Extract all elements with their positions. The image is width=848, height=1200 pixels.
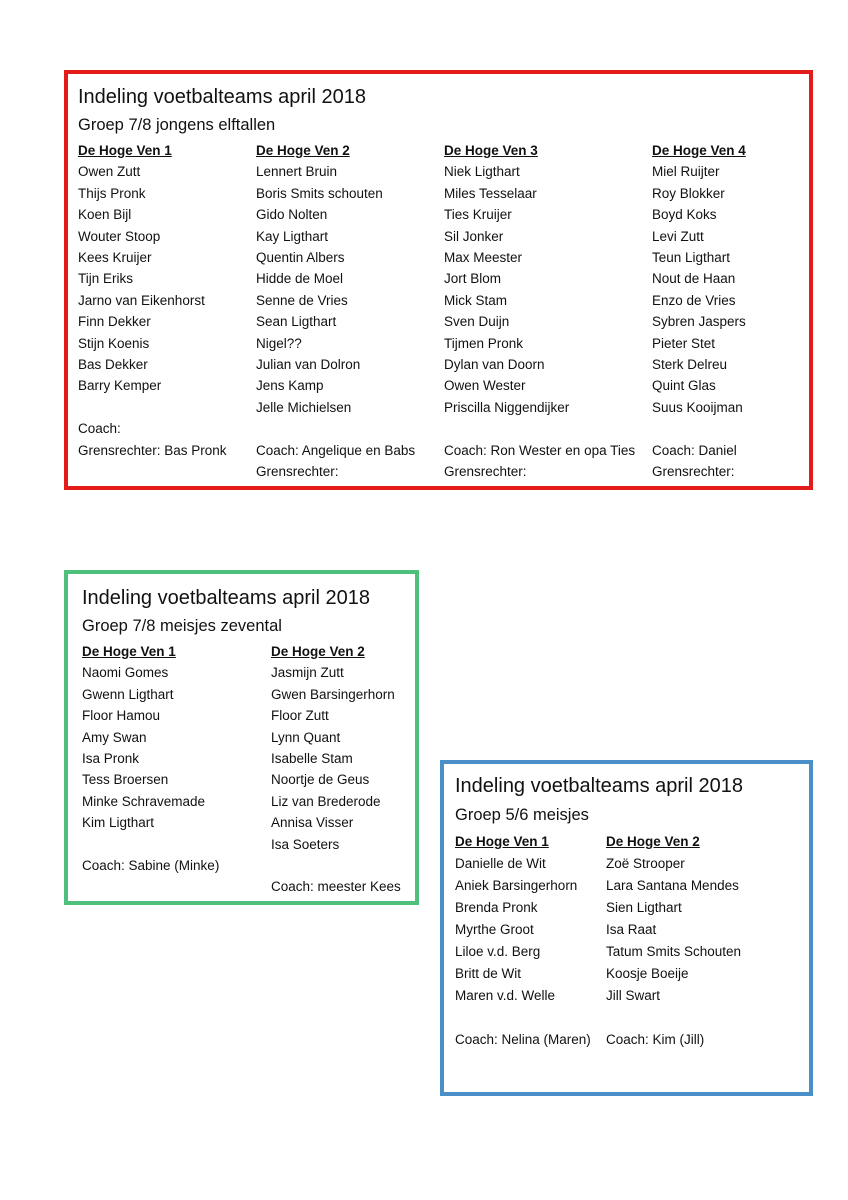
player: Sven Duijn [444,314,510,330]
girls78-team-2-column [271,641,401,898]
boys-team-1-column [78,140,227,461]
player: Nout de Haan [652,271,736,287]
girls78-title: Indeling voetbalteams april 2018 [82,587,370,609]
player: Dylan van Doorn [444,357,545,373]
player: Quentin Albers [256,250,345,266]
player: Floor Zutt [271,708,329,724]
player: Tatum Smits Schouten [606,944,742,959]
girls-56-team-box [440,760,813,1096]
player: Senne de Vries [256,292,348,308]
player: Tess Broersen [82,772,169,788]
team-name: De Hoge Ven 1 [78,143,172,158]
coach: Coach: Sabine (Minke) [82,858,220,874]
team-name: De Hoge Ven 2 [256,143,350,158]
girls56-subtitle: Groep 5/6 meisjes [455,806,589,824]
coach: Coach: Daniel [652,442,737,458]
player: Amy Swan [82,729,147,745]
player: Jelle Michielsen [256,399,352,415]
blank-line [271,855,401,876]
player: Sybren Jaspers [652,314,746,330]
player: Ties Kruijer [444,207,512,223]
coach: Coach: Ron Wester en opa Ties [444,442,636,458]
player: Liloe v.d. Berg [455,944,541,959]
player: Jill Swart [606,988,661,1003]
player: Nigel?? [256,335,302,351]
player: Levi Zutt [652,228,704,244]
player: Suus Kooijman [652,399,743,415]
player: Teun Ligthart [652,250,731,266]
player: Wouter Stoop [78,228,161,244]
player: Gwen Barsingerhorn [271,686,395,702]
player: Miles Tesselaar [444,185,537,201]
player: Tijmen Pronk [444,335,524,351]
player: Julian van Dolron [256,357,361,373]
player: Boyd Koks [652,207,717,223]
team-name: De Hoge Ven 2 [271,644,365,659]
player: Isa Raat [606,922,657,937]
blank-line [256,418,415,439]
player: Sterk Delreu [652,357,728,373]
player: Maren v.d. Welle [455,988,556,1003]
team-name: De Hoge Ven 1 [455,834,549,849]
boys-team-2-column [256,140,415,482]
linesman: Grensrechter: [444,464,527,480]
blank-line [606,1007,741,1029]
linesman: Grensrechter: [256,464,339,480]
player: Owen Zutt [78,164,141,180]
blank-line [78,397,227,418]
player: Miel Ruijter [652,164,720,180]
coach: Coach: Angelique en Babs [256,442,416,458]
team-name: De Hoge Ven 3 [444,143,538,158]
player: Max Meester [444,250,523,266]
boys-team-3-column [444,140,635,482]
boys-team-4-column [652,140,746,482]
player: Isabelle Stam [271,751,353,767]
player: Enzo de Vries [652,292,736,308]
coach: Coach: [78,421,121,437]
player: Tijn Eriks [78,271,134,287]
blank-line [444,418,635,439]
player: Pieter Stet [652,335,716,351]
girls-78-team-box [64,570,419,905]
coach: Coach: meester Kees [271,879,401,895]
player: Thijs Pronk [78,185,146,201]
player: Sien Ligthart [606,900,682,915]
girls56-team-2-column [606,831,741,1051]
player: Lynn Quant [271,729,341,745]
player: Noortje de Geus [271,772,370,788]
player: Annisa Visser [271,815,354,831]
player: Koen Bijl [78,207,132,223]
team-name: De Hoge Ven 4 [652,143,746,158]
player: Britt de Wit [455,966,522,981]
player: Myrthe Groot [455,922,534,937]
player: Lara Santana Mendes [606,878,739,893]
player: Quint Glas [652,378,716,394]
player: Aniek Barsingerhorn [455,878,578,893]
player: Bas Dekker [78,357,148,373]
girls56-team-1-column [455,831,591,1051]
player: Finn Dekker [78,314,151,330]
player: Liz van Brederode [271,793,381,809]
girls78-subtitle: Groep 7/8 meisjes zevental [82,617,282,635]
player: Naomi Gomes [82,665,169,681]
player: Danielle de Wit [455,856,546,871]
player: Roy Blokker [652,185,725,201]
player: Hidde de Moel [256,271,344,287]
player: Minke Schravemade [82,793,206,809]
girls78-team-1-column [82,641,219,876]
player: Boris Smits schouten [256,185,383,201]
linesman: Grensrechter: Bas Pronk [78,442,227,458]
team-name: De Hoge Ven 2 [606,834,700,849]
linesman: Grensrechter: [652,464,735,480]
player: Sil Jonker [444,228,504,244]
player: Brenda Pronk [455,900,538,915]
player: Niek Ligthart [444,164,520,180]
player: Jarno van Eikenhorst [78,292,205,308]
player: Stijn Koenis [78,335,150,351]
player: Sean Ligthart [256,314,337,330]
team-name: De Hoge Ven 1 [82,644,176,659]
player: Kim Ligthart [82,815,155,831]
coach: Coach: Nelina (Maren) [455,1032,591,1047]
player: Kay Ligthart [256,228,329,244]
boys-team-box [64,70,813,490]
player: Isa Pronk [82,751,140,767]
player: Gwenn Ligthart [82,686,174,702]
player: Lennert Bruin [256,164,338,180]
blank-line [82,834,219,855]
blank-line [652,418,746,439]
player: Gido Nolten [256,207,328,223]
player: Barry Kemper [78,378,162,394]
player: Koosje Boeije [606,966,689,981]
player: Mick Stam [444,292,508,308]
player: Zoë Strooper [606,856,685,871]
player: Kees Kruijer [78,250,152,266]
boys-subtitle: Groep 7/8 jongens elftallen [78,116,276,134]
player: Isa Soeters [271,836,340,852]
blank-line [455,1007,591,1029]
player: Owen Wester [444,378,526,394]
player: Priscilla Niggendijker [444,399,570,415]
coach: Coach: Kim (Jill) [606,1032,705,1047]
player: Jens Kamp [256,378,324,394]
boys-title: Indeling voetbalteams april 2018 [78,86,366,108]
player: Jort Blom [444,271,502,287]
player: Jasmijn Zutt [271,665,344,681]
player: Floor Hamou [82,708,161,724]
girls56-title: Indeling voetbalteams april 2018 [455,775,743,797]
